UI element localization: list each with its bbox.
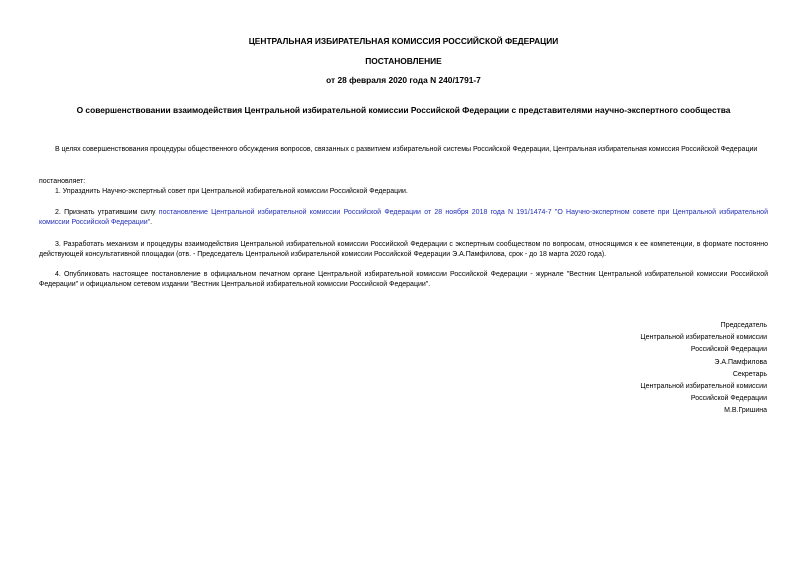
item-2-suffix: . <box>150 219 153 226</box>
item-1-paragraph: 1. Упразднить Научно-экспертный совет при Центральной избирательной комиссии Российской Федерации. <box>55 188 408 195</box>
signature-block <box>567 320 767 418</box>
date-number-heading: от 28 февраля 2020 года N 240/1791-7 <box>326 75 481 85</box>
chair-title: Председатель <box>720 322 767 329</box>
item-4-paragraph: 4. Опубликовать настоящее постановление в официальном печатном органе Центральной избирательной комиссии Российской Федерации - журнале "Вестник Центральной избирательной комиссии Российской Федерации" и официальном сетевом издании "Вестник Центральной избирательной комиссии Российской Федерации". <box>39 271 768 288</box>
resolves-paragraph: постановляет: <box>39 178 86 185</box>
secretary-org-line2: Российской Федерации <box>690 395 767 403</box>
item-2-prefix: 2. Признать утратившим силу <box>55 209 159 216</box>
chair-name: Э.А.Памфилова <box>714 358 767 366</box>
item-3-paragraph: 3. Разработать механизм и процедуры взаимодействия Центральной избирательной комиссии Российской Федерации с экспертным сообществом по вопросам, относящимся к ее компетенции, в формате постоянно действующей консультативной площадки (отв. - Председатель Центральной избирательной комиссии Российской Федерации Э.А.Памфилова, срок - до 18 марта 2020 года). <box>39 241 768 258</box>
document-title: О совершенствовании взаимодействия Центральной избирательной комиссии Российской Федерации с представителями научно-экспертного сообщества <box>76 105 731 115</box>
secretary-org-line1: Центральной избирательной комиссии <box>640 383 767 391</box>
repealed-resolution-link[interactable]: постановление Центральной избирательной комиссии Российской Федерации от 28 ноября 2018 года N 191/1474-7 "О Научно-экспертном совете при Центральной избирательной комиссии Российской Федерации" <box>39 209 768 226</box>
item-2-paragraph <box>39 208 768 228</box>
document-type-heading: ПОСТАНОВЛЕНИЕ <box>365 56 442 66</box>
chair-org-line2: Российской Федерации <box>690 346 767 354</box>
chair-org-line1: Центральной избирательной комиссии <box>640 334 767 342</box>
secretary-name: М.В.Гришина <box>724 407 767 415</box>
secretary-title: Секретарь <box>732 370 767 378</box>
issuer-heading: ЦЕНТРАЛЬНАЯ ИЗБИРАТЕЛЬНАЯ КОМИССИЯ РОССИЙСКОЙ ФЕДЕРАЦИИ <box>248 36 559 46</box>
preamble-paragraph: В целях совершенствования процедуры общественного обсуждения вопросов, связанных с развитием избирательной системы Российской Федерации, Центральная избирательная комиссия Российской Федерации <box>55 146 758 153</box>
